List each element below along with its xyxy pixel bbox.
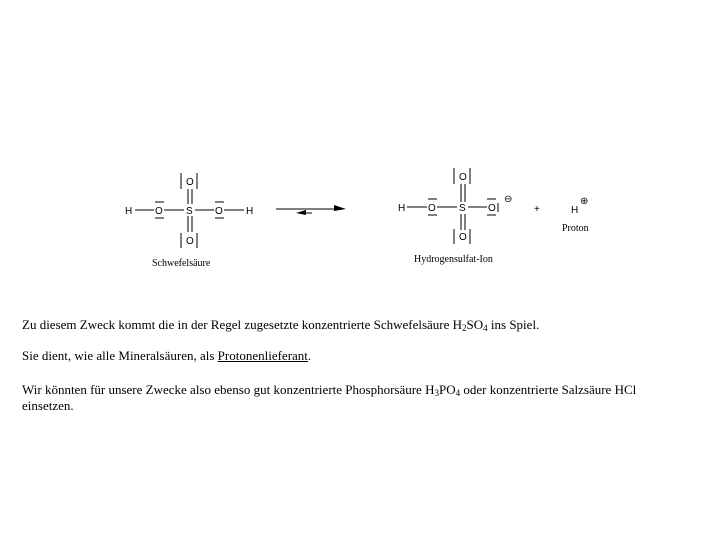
paragraph-3: Wir könnten für unsere Zwecke also ebenso gut konzentrierte Phosphorsäure $H_3PO_4$ oder konzentrierte Salzsäure HCl einsetzen.: [22, 382, 637, 413]
sulfuric-acid-structure: [125, 173, 253, 269]
atom-h-left: H: [398, 203, 406, 214]
atom-h-left: H: [125, 206, 133, 217]
equilibrium-arrow: [276, 205, 346, 215]
atom-o-left: O: [428, 203, 436, 214]
protonenlieferant-link[interactable]: Protonenlieferant: [217, 348, 308, 363]
atom-h-right: H: [246, 206, 254, 217]
caption-hydrogensulfat-ion: Hydrogensulfat-Ion: [414, 254, 493, 265]
atom-o-left: O: [155, 206, 163, 217]
atom-o-bottom: O: [186, 236, 194, 247]
atom-o-bottom: O: [459, 232, 467, 243]
atom-h-proton: H: [571, 205, 579, 216]
plus-sign: +: [534, 204, 540, 215]
atom-o-top: O: [186, 177, 194, 188]
paragraph-2: Sie dient, wie alle Mineralsäuren, als Protonenlieferant.: [22, 348, 312, 363]
caption-schwefelsaeure: Schwefelsäure: [152, 258, 211, 269]
atom-o-top: O: [459, 172, 467, 183]
atom-o-right: O: [215, 206, 223, 217]
positive-charge-icon: ⊕: [580, 196, 589, 207]
negative-charge-icon: ⊖: [504, 194, 513, 205]
atom-s: S: [459, 203, 466, 214]
paragraph-1: Zu diesem Zweck kommt die in der Regel zugesetzte konzentrierte Schwefelsäure $H_2SO_4$ ins Spiel.: [22, 317, 540, 333]
hydrogensulfate-ion-structure: [398, 168, 512, 265]
atom-s: S: [186, 206, 193, 217]
caption-proton: Proton: [562, 223, 589, 234]
atom-o-right: O: [488, 203, 496, 214]
proton-structure: [562, 196, 589, 234]
